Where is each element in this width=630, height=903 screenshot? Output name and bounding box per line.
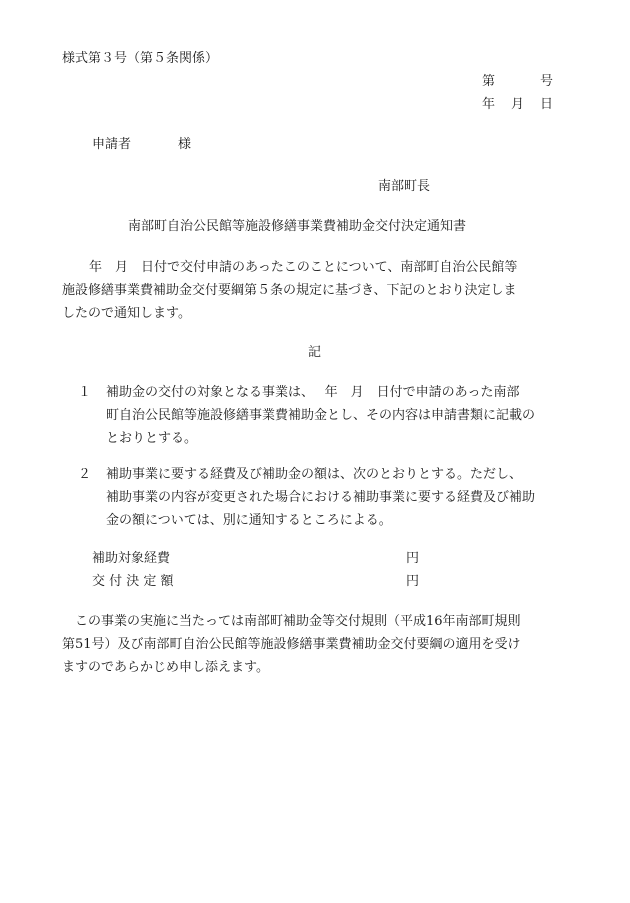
amount-label-grant-decision: 交 付 決 定 額 xyxy=(92,574,174,589)
intro-line: 年 月 日付で交付申請のあったこのことについて、南部町自治公民館等 xyxy=(76,260,518,275)
item-body xyxy=(92,463,535,532)
closing-line: この事業の実施に当たっては南部町補助金等交付規則（平成16年南部町規則 xyxy=(62,614,521,629)
ki-heading: 記 xyxy=(308,345,322,360)
doc-number-go: 号 xyxy=(540,74,554,89)
item-2 xyxy=(78,463,572,533)
closing-paragraph xyxy=(62,610,568,679)
intro-paragraph xyxy=(62,256,568,325)
date-year: 年 xyxy=(482,97,496,112)
item-1 xyxy=(78,381,572,451)
amount-unit: 円 xyxy=(406,551,420,566)
item-line: とおりとする。 xyxy=(106,431,198,446)
amount-unit: 円 xyxy=(406,574,420,589)
item-line: 補助事業の内容が変更された場合における補助事業に要する経費及び補助 xyxy=(106,490,536,505)
item-line: 金の額については、別に通知するところによる。 xyxy=(106,513,392,528)
closing-line: 第51号）及び南部町自治公民館等施設修繕事業費補助金交付要綱の適用を受け xyxy=(62,637,521,652)
item-line: 町自治公民館等施設修繕事業費補助金とし、その内容は申請書類に記載の xyxy=(106,408,536,423)
intro-line: したので通知します。 xyxy=(62,306,191,321)
amount-label-subsidy-cost: 補助対象経費 xyxy=(92,551,171,566)
document-title: 南部町自治公民館等施設修繕事業費補助金交付決定通知書 xyxy=(128,219,467,234)
doc-number-dai: 第 xyxy=(482,74,496,89)
date-day: 日 xyxy=(540,97,554,112)
addressee-suffix: 様 xyxy=(178,137,192,152)
form-id: 様式第３号（第５条関係） xyxy=(62,51,219,66)
issuer: 南部町長 xyxy=(378,179,431,194)
addressee-label: 申請者 xyxy=(92,137,132,152)
closing-line: ますのであらかじめ申し添えます。 xyxy=(62,660,269,675)
item-body xyxy=(92,381,535,450)
item-number: １ xyxy=(78,385,92,400)
item-line: 補助金の交付の対象となる事業は、 年 月 日付で申請のあった南部 xyxy=(106,385,520,400)
intro-line: 施設修繕事業費補助金交付要綱第５条の規定に基づき、下記のとおり決定しま xyxy=(62,283,517,298)
item-number: ２ xyxy=(78,467,92,482)
item-line: 補助事業に要する経費及び補助金の額は、次のとおりとする。ただし、 xyxy=(106,467,523,482)
date-month: 月 xyxy=(511,97,525,112)
